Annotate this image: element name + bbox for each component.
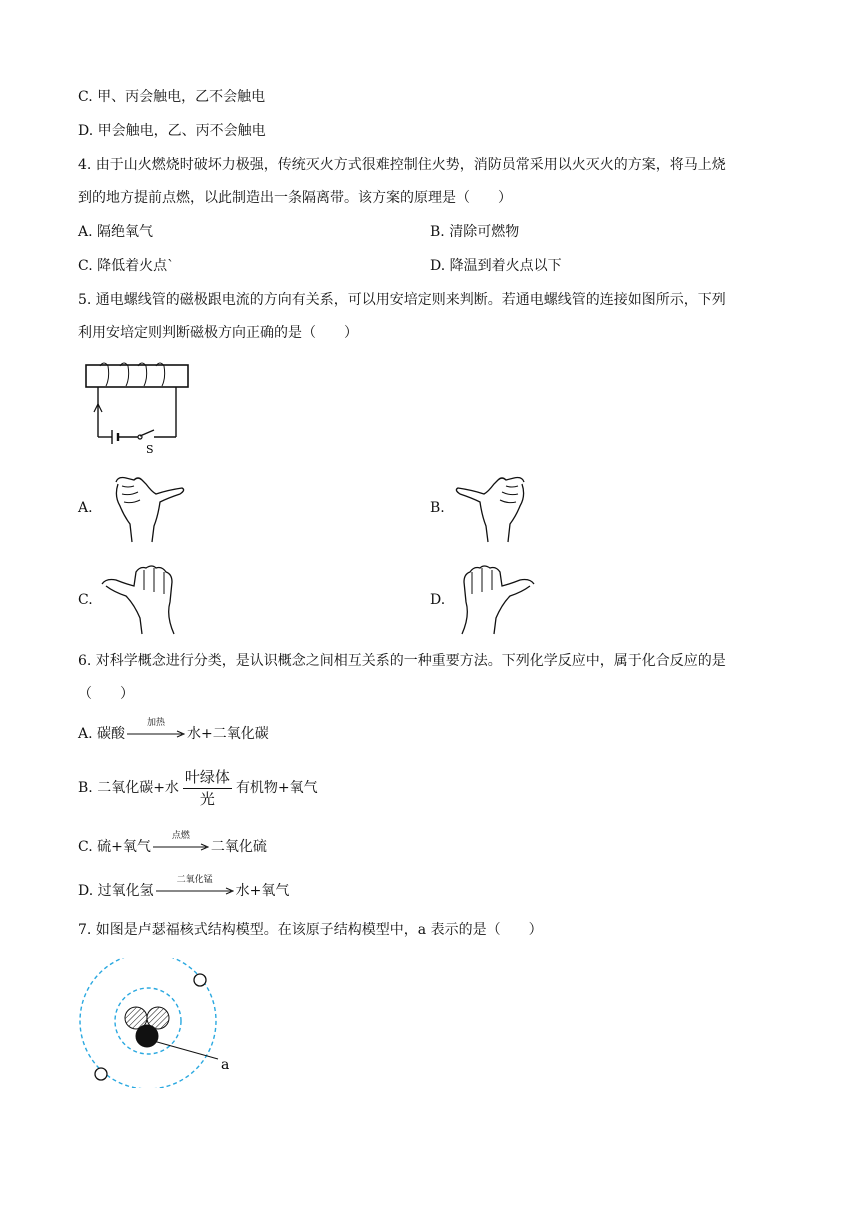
reaction-condition: 加热: [147, 718, 166, 728]
q6-option-b: [78, 764, 318, 812]
right-hand-thumb-icon-d: [452, 562, 536, 636]
solenoid-circuit-figure: [80, 358, 192, 458]
reaction-condition: 二氧化锰: [176, 875, 213, 885]
reaction-condition: 点燃: [171, 831, 190, 841]
condition-bottom: 光: [199, 789, 215, 808]
reaction-arrow: [153, 831, 209, 851]
q6-option-a: [78, 718, 269, 744]
q6-stem-line1: 6. 对科学概念进行分类，是认识概念之间相互关系的一种重要方法。下列化学反应中，属于化合反应的是: [78, 653, 726, 669]
left-hand-thumb-icon-c: [100, 562, 184, 636]
q5-stem-line2: 利用安培定则判断磁极方向正确的是（ ）: [78, 325, 358, 341]
q6-option-d-reactant: D. 过氧化氢: [78, 883, 154, 899]
q7-stem: 7. 如图是卢瑟福核式结构模型。在该原子结构模型中，a 表示的是（ ）: [78, 922, 543, 938]
q3-option-c: C. 甲、丙会触电，乙不会触电: [78, 89, 266, 105]
q6-option-d-product: 水+氧气: [235, 883, 290, 899]
q4-stem-line1: 4. 由于山火燃烧时破坏力极强，传统灭火方式很难控制住火势，消防员常采用以火灭火的方案，将马上烧: [78, 157, 726, 173]
q4-option-d: D. 降温到着火点以下: [430, 258, 562, 274]
q3-option-d: D. 甲会触电，乙、丙不会触电: [78, 123, 266, 139]
q4-option-b: B. 清除可燃物: [430, 224, 520, 240]
q6-option-a-reactant: A. 碳酸: [78, 726, 126, 742]
q6-option-a-product: 水+二氧化碳: [187, 726, 269, 742]
q6-option-c-product: 二氧化硫: [210, 839, 267, 855]
q4-stem-line2: 到的地方提前点燃，以此制造出一条隔离带。该方案的原理是（ ）: [78, 190, 512, 206]
condition-top: 叶绿体: [183, 768, 232, 789]
q5-option-b-label: B.: [430, 500, 445, 516]
reaction-arrow: [127, 718, 185, 738]
q6-option-d: [78, 875, 290, 901]
left-hand-thumb-icon-b: [452, 472, 532, 544]
q5-option-c-label: C.: [78, 592, 93, 608]
q5-option-a-label: A.: [78, 500, 93, 516]
reaction-condition-fraction: [183, 768, 232, 809]
q6-option-c-reactant: C. 硫+氧气: [78, 839, 151, 855]
q6-option-b-reactant: B. 二氧化碳+水: [78, 780, 179, 796]
switch-label: S: [146, 443, 154, 456]
q6-option-c: [78, 831, 267, 857]
q4-option-c: C. 降低着火点`: [78, 258, 175, 274]
rutherford-atom-model-figure: [78, 958, 248, 1088]
q5-stem-line1: 5. 通电螺线管的磁极跟电流的方向有关系，可以用安培定则来判断。若通电螺线管的连接如图所示，下列: [78, 292, 726, 308]
q4-option-a: A. 隔绝氧气: [78, 224, 154, 240]
reaction-arrow: [156, 875, 234, 895]
q6-stem-line2: （ ）: [78, 686, 134, 702]
label-a: a: [221, 1057, 230, 1073]
right-hand-thumb-icon-a: [108, 472, 188, 544]
q6-option-b-product: 有机物+氧气: [235, 780, 318, 796]
q5-option-d-label: D.: [430, 592, 446, 608]
